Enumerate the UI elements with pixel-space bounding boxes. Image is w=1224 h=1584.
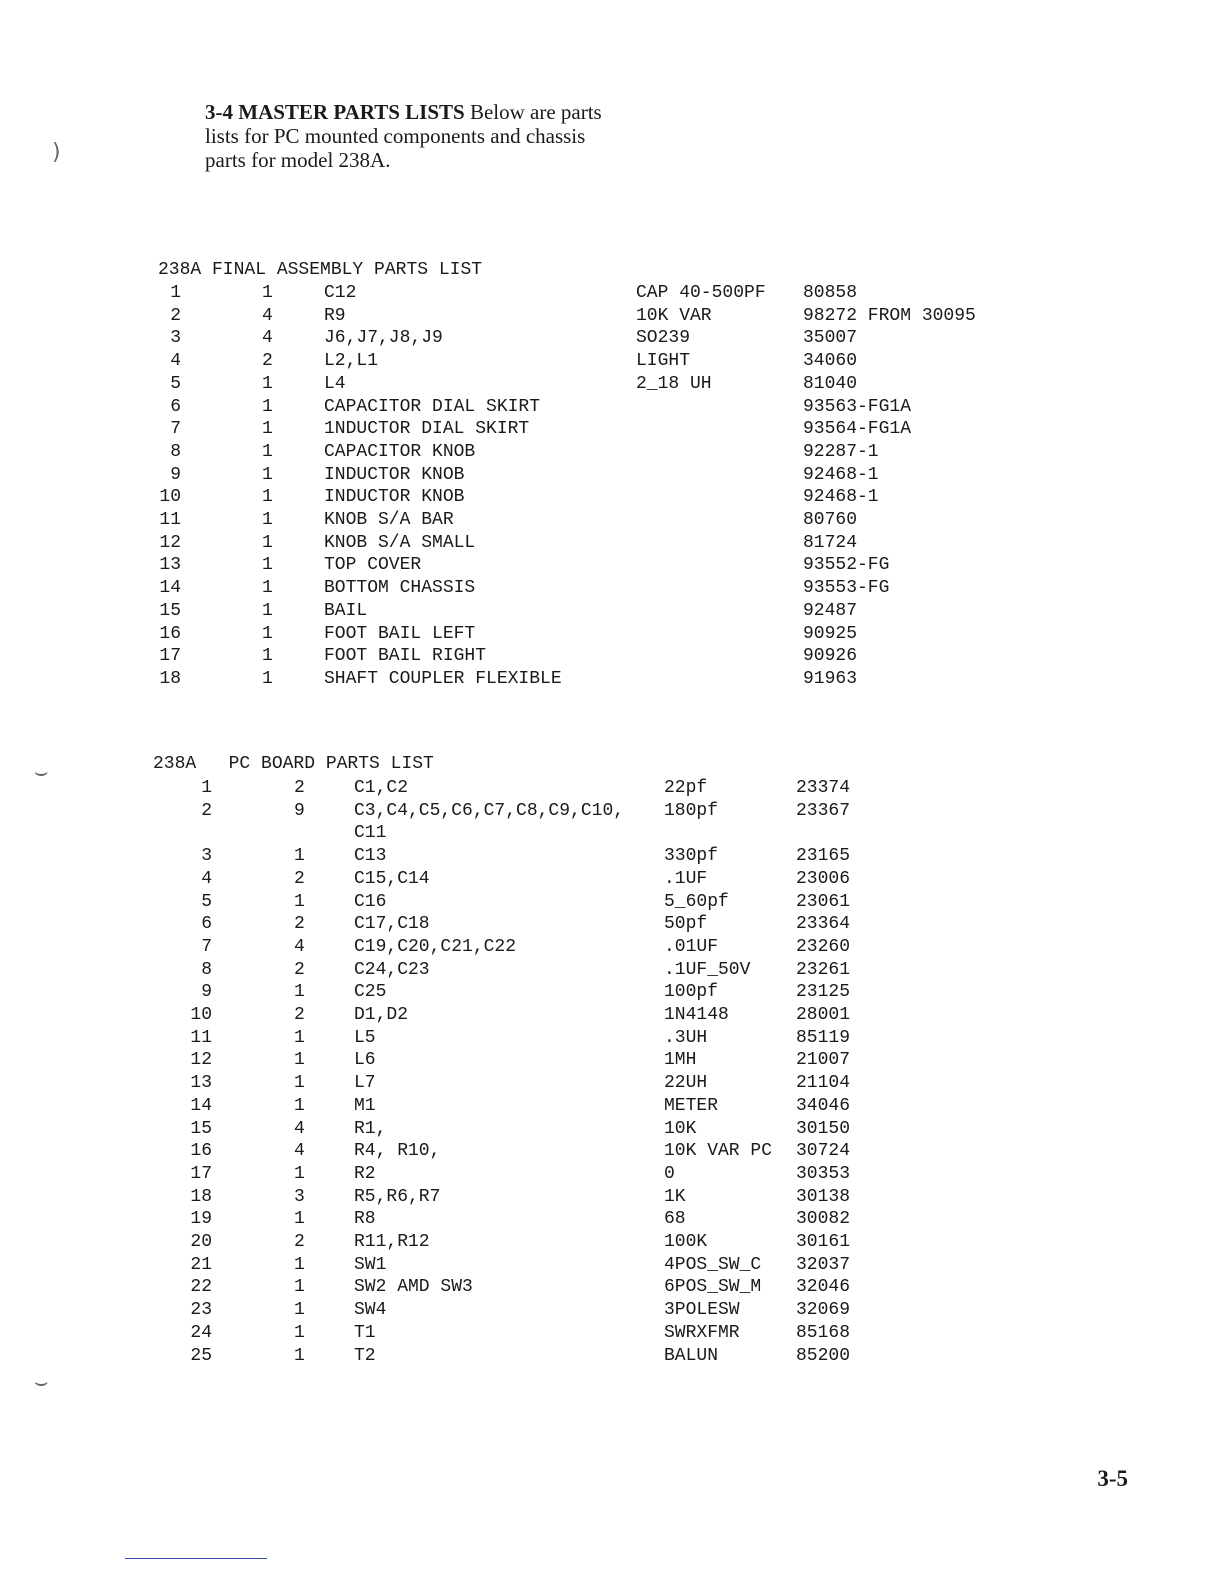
item-number: 12 — [190, 1050, 212, 1071]
quantity: 4 — [294, 936, 305, 957]
reference: C16 — [354, 891, 387, 912]
item-number: 11 — [190, 1027, 212, 1048]
reference: D1,D2 — [354, 1005, 409, 1025]
quantity: 1 — [294, 1322, 305, 1343]
part-number: 23261 — [796, 959, 851, 980]
description: 10K VAR PC — [664, 1141, 773, 1162]
description: 330pf — [664, 846, 719, 867]
reference: SW4 — [354, 1300, 387, 1321]
item-number: 20 — [190, 1232, 212, 1252]
part-number: 21104 — [796, 1073, 851, 1094]
description: SO239 — [636, 328, 691, 349]
description: .3UH — [664, 1027, 708, 1048]
page-number: 3-5 — [1097, 1466, 1128, 1491]
part-number: 98272 FROM 30095 — [803, 305, 976, 326]
quantity: 1 — [262, 396, 273, 417]
item-number: 16 — [159, 623, 181, 644]
quantity: 1 — [294, 1050, 305, 1071]
description: LIGHT — [636, 351, 691, 372]
item-number: 6 — [170, 396, 181, 417]
quantity: 1 — [294, 1095, 305, 1116]
reference: T1 — [354, 1322, 376, 1343]
reference: R1, — [354, 1118, 387, 1139]
part-number: 23364 — [796, 914, 851, 935]
reference: 1NDUCTOR DIAL SKIRT — [324, 419, 530, 440]
item-number: 23 — [190, 1300, 212, 1321]
part-number: 30353 — [796, 1163, 851, 1184]
item-number: 24 — [190, 1322, 212, 1343]
part-number: 32046 — [796, 1277, 851, 1298]
part-number: 93563-FG1A — [803, 396, 912, 417]
item-number: 13 — [190, 1073, 212, 1094]
reference: L2,L1 — [324, 351, 379, 372]
part-number: 28001 — [796, 1005, 851, 1025]
part-number: 32069 — [796, 1300, 851, 1321]
reference: L4 — [324, 373, 346, 394]
item-number: 3 — [170, 328, 181, 349]
item-number: 4 — [170, 351, 181, 372]
description: 50pf — [664, 914, 708, 935]
reference: SHAFT COUPLER FLEXIBLE — [324, 668, 562, 689]
reference: C19,C20,C21,C22 — [354, 936, 517, 957]
reference: L7 — [354, 1073, 376, 1094]
reference: FOOT BAIL LEFT — [324, 623, 476, 644]
quantity: 4 — [294, 1118, 305, 1139]
description: CAP 40-500PF — [636, 283, 766, 303]
quantity: 1 — [294, 982, 305, 1003]
reference: R4, R10, — [354, 1141, 441, 1162]
quantity: 1 — [262, 578, 273, 599]
reference: C24,C23 — [354, 959, 430, 980]
quantity: 1 — [262, 373, 273, 394]
reference: TOP COVER — [324, 555, 422, 576]
reference: C12 — [324, 283, 357, 303]
divider-line — [125, 1558, 267, 1559]
quantity: 4 — [262, 328, 273, 349]
reference: BOTTOM CHASSIS — [324, 578, 476, 599]
quantity: 2 — [294, 959, 305, 980]
reference: C25 — [354, 982, 387, 1003]
item-number: 6 — [201, 914, 212, 935]
description: 5_60pf — [664, 891, 729, 912]
part-number: 23125 — [796, 982, 851, 1003]
description: SWRXFMR — [664, 1322, 740, 1343]
part-number: 23367 — [796, 800, 851, 821]
quantity: 1 — [262, 646, 273, 667]
item-number: 9 — [201, 982, 212, 1003]
item-number: 15 — [190, 1118, 212, 1139]
reference: C11 — [354, 823, 387, 844]
part-number: 30724 — [796, 1141, 851, 1162]
description: 100pf — [664, 982, 719, 1003]
part-number: 92287-1 — [803, 441, 879, 462]
part-number: 32037 — [796, 1254, 851, 1275]
item-number: 14 — [159, 578, 181, 599]
reference: R9 — [324, 305, 346, 326]
part-number: 35007 — [803, 328, 858, 349]
part-number: 85168 — [796, 1322, 851, 1343]
item-number: 9 — [170, 464, 181, 485]
reference: R11,R12 — [354, 1232, 430, 1252]
reference: L6 — [354, 1050, 376, 1071]
description: 6POS_SW_M — [664, 1277, 762, 1298]
description: 1N4148 — [664, 1005, 729, 1025]
item-number: 13 — [159, 555, 181, 576]
item-number: 5 — [170, 373, 181, 394]
description: 100K — [664, 1232, 708, 1252]
description: 1MH — [664, 1050, 697, 1071]
item-number: 4 — [201, 868, 212, 889]
quantity: 2 — [294, 914, 305, 935]
reference: R5,R6,R7 — [354, 1186, 441, 1207]
item-number: 22 — [190, 1277, 212, 1298]
quantity: 1 — [262, 487, 273, 508]
quantity: 4 — [294, 1141, 305, 1162]
quantity: 1 — [294, 1345, 305, 1366]
margin-mark: ⌣ — [34, 760, 49, 785]
description: BALUN — [664, 1345, 719, 1366]
description: 10K VAR — [636, 305, 712, 326]
description: 22pf — [664, 778, 708, 798]
intro-text: Below are parts lists for PC mounted components and chassis parts for model 238A. — [205, 100, 602, 172]
quantity: 1 — [294, 1300, 305, 1321]
reference: J6,J7,J8,J9 — [324, 328, 443, 349]
part-number: 23061 — [796, 891, 851, 912]
quantity: 1 — [262, 464, 273, 485]
part-number: 30150 — [796, 1118, 851, 1139]
part-number: 21007 — [796, 1050, 851, 1071]
part-number: 30161 — [796, 1232, 851, 1252]
item-number: 17 — [159, 646, 181, 667]
item-number: 7 — [201, 936, 212, 957]
reference: L5 — [354, 1027, 376, 1048]
reference: C3,C4,C5,C6,C7,C8,C9,C10, — [354, 800, 625, 821]
item-number: 3 — [201, 846, 212, 867]
reference: CAPACITOR KNOB — [324, 441, 476, 462]
reference: T2 — [354, 1345, 376, 1366]
quantity: 9 — [294, 800, 305, 821]
quantity: 1 — [294, 1163, 305, 1184]
quantity: 2 — [294, 1232, 305, 1252]
description: 180pf — [664, 800, 719, 821]
quantity: 1 — [294, 846, 305, 867]
part-number: 85119 — [796, 1027, 851, 1048]
reference: R2 — [354, 1163, 376, 1184]
part-number: 80858 — [803, 283, 858, 303]
description: 4POS_SW_C — [664, 1254, 762, 1275]
item-number: 18 — [159, 668, 181, 689]
quantity: 1 — [262, 441, 273, 462]
item-number: 8 — [201, 959, 212, 980]
reference: KNOB S/A SMALL — [324, 532, 476, 553]
quantity: 1 — [262, 555, 273, 576]
reference: SW1 — [354, 1254, 387, 1275]
item-number: 21 — [190, 1254, 212, 1275]
quantity: 3 — [294, 1186, 305, 1207]
reference: C1,C2 — [354, 778, 409, 798]
item-number: 1 — [201, 778, 212, 798]
description: 68 — [664, 1209, 686, 1230]
part-number: 23260 — [796, 936, 851, 957]
item-number: 14 — [190, 1095, 212, 1116]
part-number: 81724 — [803, 532, 858, 553]
part-number: 30138 — [796, 1186, 851, 1207]
item-number: 10 — [159, 487, 181, 508]
item-number: 18 — [190, 1186, 212, 1207]
quantity: 1 — [262, 532, 273, 553]
item-number: 19 — [190, 1209, 212, 1230]
item-number: 17 — [190, 1163, 212, 1184]
reference: CAPACITOR DIAL SKIRT — [324, 396, 541, 417]
part-number: 85200 — [796, 1345, 851, 1366]
item-number: 15 — [159, 600, 181, 621]
part-number: 93553-FG — [803, 578, 890, 599]
item-number: 1 — [170, 283, 181, 303]
part-number: 93564-FG1A — [803, 419, 912, 440]
quantity: 4 — [262, 305, 273, 326]
item-number: 12 — [159, 532, 181, 553]
part-number: 81040 — [803, 373, 858, 394]
reference: C17,C18 — [354, 914, 430, 935]
part-number: 34046 — [796, 1095, 851, 1116]
part-number: 93552-FG — [803, 555, 890, 576]
quantity: 1 — [262, 668, 273, 689]
intro-paragraph — [205, 100, 625, 172]
quantity: 1 — [294, 1027, 305, 1048]
quantity: 1 — [262, 510, 273, 530]
quantity: 1 — [262, 419, 273, 440]
section-heading: 3-4 MASTER PARTS LISTS — [205, 100, 465, 124]
reference: SW2 AMD SW3 — [354, 1277, 473, 1298]
part-number: 91963 — [803, 668, 858, 689]
margin-mark: ) — [52, 140, 61, 165]
item-number: 25 — [190, 1345, 212, 1366]
part-number: 23165 — [796, 846, 851, 867]
reference: INDUCTOR KNOB — [324, 464, 465, 485]
part-number: 92468-1 — [803, 464, 879, 485]
reference: INDUCTOR KNOB — [324, 487, 465, 508]
item-number: 5 — [201, 891, 212, 912]
item-number: 16 — [190, 1141, 212, 1162]
reference: C13 — [354, 846, 387, 867]
reference: FOOT BAIL RIGHT — [324, 646, 487, 667]
reference: KNOB S/A BAR — [324, 510, 454, 530]
quantity: 2 — [294, 868, 305, 889]
reference: R8 — [354, 1209, 376, 1230]
reference: C15,C14 — [354, 868, 430, 889]
part-number: 34060 — [803, 351, 858, 372]
item-number: 2 — [170, 305, 181, 326]
quantity: 1 — [262, 623, 273, 644]
description: .01UF — [664, 936, 719, 957]
description: 1K — [664, 1186, 686, 1207]
item-number: 11 — [159, 510, 181, 530]
description: METER — [664, 1095, 719, 1116]
part-number: 30082 — [796, 1209, 851, 1230]
description: .1UF_50V — [664, 959, 751, 980]
item-number: 7 — [170, 419, 181, 440]
part-number: 92487 — [803, 600, 858, 621]
quantity: 1 — [294, 1073, 305, 1094]
description: .1UF — [664, 868, 708, 889]
item-number: 10 — [190, 1005, 212, 1025]
description: 0 — [664, 1163, 675, 1184]
part-number: 23374 — [796, 778, 851, 798]
quantity: 1 — [294, 891, 305, 912]
quantity: 1 — [294, 1209, 305, 1230]
part-number: 92468-1 — [803, 487, 879, 508]
reference: M1 — [354, 1095, 376, 1116]
reference: BAIL — [324, 600, 368, 621]
final-assembly-title: 238A FINAL ASSEMBLY PARTS LIST — [158, 260, 483, 280]
quantity: 2 — [262, 351, 273, 372]
quantity: 1 — [262, 600, 273, 621]
margin-mark: ⌣ — [34, 1370, 49, 1395]
part-number: 90925 — [803, 623, 858, 644]
item-number: 8 — [170, 441, 181, 462]
description: 2_18 UH — [636, 373, 712, 394]
quantity: 2 — [294, 1005, 305, 1025]
part-number: 90926 — [803, 646, 858, 667]
description: 10K — [664, 1118, 697, 1139]
description: 3POLESW — [664, 1300, 740, 1321]
item-number: 2 — [201, 800, 212, 821]
part-number: 23006 — [796, 868, 851, 889]
quantity: 1 — [294, 1277, 305, 1298]
part-number: 80760 — [803, 510, 858, 530]
quantity: 2 — [294, 778, 305, 798]
quantity: 1 — [262, 283, 273, 303]
description: 22UH — [664, 1073, 708, 1094]
quantity: 1 — [294, 1254, 305, 1275]
pc-board-title: 238A PC BOARD PARTS LIST — [153, 754, 434, 774]
